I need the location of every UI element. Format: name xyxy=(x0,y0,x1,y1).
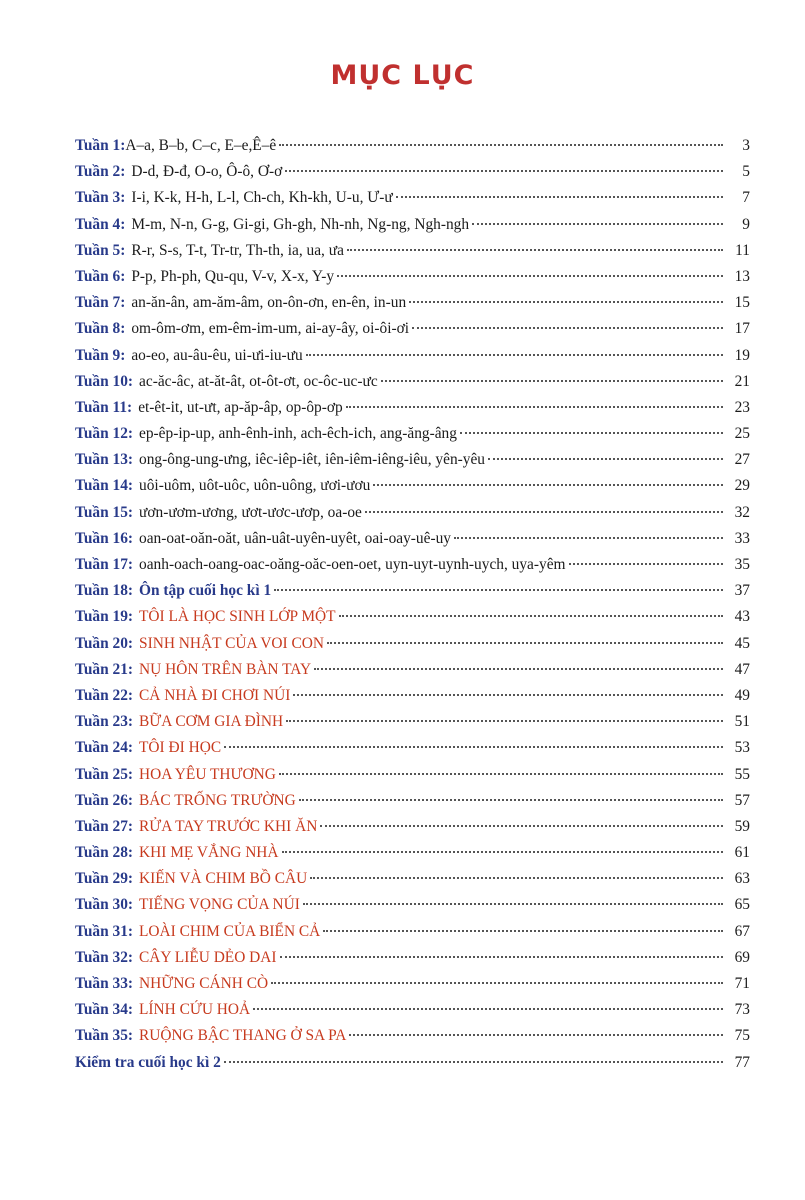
toc-entry-page-number: 21 xyxy=(734,372,750,390)
toc-entry-page-number: 15 xyxy=(734,294,750,312)
toc-entry-title: et-êt-it, ut-ưt, ap-ăp-âp, op-ôp-ơp xyxy=(138,398,343,416)
toc-entry xyxy=(75,395,750,421)
toc-entry xyxy=(75,945,750,971)
dot-leader xyxy=(271,982,723,984)
toc-entry-label: Tuần 30: xyxy=(75,896,134,914)
toc-entry xyxy=(75,604,750,630)
dot-leader xyxy=(347,249,723,251)
toc-entry-label: Tuần 12: xyxy=(75,425,134,443)
toc-entry-page-number: 29 xyxy=(734,477,750,495)
toc-entry-label: Tuần 17: xyxy=(75,556,134,573)
toc-entry-label: Tuần 13: xyxy=(75,451,134,469)
toc-entry-title: R-r, S-s, T-t, Tr-tr, Th-th, ia, ua, ưa xyxy=(131,241,344,259)
toc-entry xyxy=(75,473,750,499)
dot-leader xyxy=(346,406,723,408)
toc-entry-title: CẢ NHÀ ĐI CHƠI NÚI xyxy=(139,686,291,704)
dot-leader xyxy=(279,773,723,775)
toc-entry xyxy=(75,631,750,657)
toc-entry-label: Tuần 5: xyxy=(75,241,126,259)
toc-entry xyxy=(75,866,750,892)
dot-leader xyxy=(365,511,723,513)
toc-entry-page-number: 51 xyxy=(734,713,750,731)
toc-entry-label: Tuần 26: xyxy=(75,791,134,809)
dot-leader xyxy=(373,484,723,486)
dot-leader xyxy=(274,589,723,591)
toc-entry-label: Tuần 15: xyxy=(75,503,134,521)
toc-entry xyxy=(75,264,750,290)
toc-entry-title: NỤ HÔN TRÊN BÀN TAY xyxy=(139,660,312,678)
toc-entry-page-number: 11 xyxy=(735,241,750,259)
toc-entry-title: NHỮNG CÁNH CÒ xyxy=(139,975,269,992)
toc-entry-title: LÍNH CỨU HOẢ xyxy=(139,1001,251,1019)
toc-entry-label: Tuần 4: xyxy=(75,215,126,233)
toc-entry-page-number: 45 xyxy=(734,634,750,652)
toc-entry-page-number: 25 xyxy=(734,425,750,443)
toc-entry xyxy=(75,1023,750,1049)
toc-entry-page-number: 37 xyxy=(734,582,750,600)
toc-entry-title: KIẾN VÀ CHIM BỒ CÂU xyxy=(139,870,308,888)
dot-leader xyxy=(323,930,723,932)
toc-entry-page-number: 73 xyxy=(734,1001,750,1019)
dot-leader xyxy=(285,170,723,172)
toc-entry-title: P-p, Ph-ph, Qu-qu, V-v, X-x, Y-y xyxy=(131,267,335,285)
toc-entry-page-number: 65 xyxy=(734,896,750,914)
toc-entry-page-number: 27 xyxy=(734,451,750,469)
toc-entry xyxy=(75,526,750,552)
toc-entry xyxy=(75,657,750,683)
toc-entry-label: Tuần 7: xyxy=(75,294,126,312)
table-of-contents xyxy=(75,133,750,1076)
toc-entry-title: ươn-ươm-ương, ươt-ươc-ươp, oa-oe xyxy=(139,503,362,521)
dot-leader xyxy=(396,196,723,198)
toc-entry xyxy=(75,185,750,211)
dot-leader xyxy=(303,903,723,905)
toc-entry xyxy=(75,290,750,316)
toc-entry-page-number: 59 xyxy=(734,817,750,835)
toc-entry-page-number: 53 xyxy=(734,739,750,757)
toc-entry-title: M-m, N-n, G-g, Gi-gi, Gh-gh, Nh-nh, Ng-ng, Ngh-ngh xyxy=(131,215,470,233)
dot-leader xyxy=(337,275,723,277)
toc-entry-page-number: 43 xyxy=(734,608,750,626)
toc-entry-page-number: 23 xyxy=(734,398,750,416)
toc-entry-title: D-d, Đ-đ, O-o, Ô-ô, Ơ-ơ xyxy=(131,163,283,181)
toc-entry-label: Tuần 28: xyxy=(75,844,134,862)
toc-entry xyxy=(75,316,750,342)
dot-leader xyxy=(381,380,723,382)
dot-leader xyxy=(314,668,723,670)
toc-entry-title: uôi-uôm, uôt-uôc, uôn-uông, ươi-ươu xyxy=(139,477,371,495)
toc-entry-label: Tuần 27: xyxy=(75,817,134,835)
toc-entry xyxy=(75,735,750,761)
toc-entry-label: Tuần 31: xyxy=(75,922,134,940)
toc-entry-label: Tuần 2: xyxy=(75,163,126,181)
toc-entry xyxy=(75,709,750,735)
toc-entry xyxy=(75,133,750,159)
dot-leader xyxy=(488,458,723,460)
toc-entry-page-number: 13 xyxy=(734,267,750,285)
toc-entry-title: ao-eo, au-âu-êu, ui-ưi-iu-ưu xyxy=(131,346,303,364)
toc-entry xyxy=(75,238,750,264)
dot-leader xyxy=(282,851,723,853)
toc-entry-title: oan-oat-oăn-oăt, uân-uât-uyên-uyêt, oai-oay-uê-uy xyxy=(139,529,451,547)
toc-entry-page-number: 77 xyxy=(734,1053,750,1071)
toc-entry-label: Tuần 22: xyxy=(75,686,134,704)
dot-leader xyxy=(224,746,723,748)
toc-entry-label: Tuần 16: xyxy=(75,529,134,547)
toc-entry-title: KHI MẸ VẮNG NHÀ xyxy=(139,844,279,862)
toc-entry-title: RUỘNG BẬC THANG Ở SA PA xyxy=(139,1027,347,1045)
toc-entry-title: oanh-oach-oang-oac-oăng-oăc-oen-oet, uyn-uyt-uynh-uych, uya-yêm xyxy=(139,556,566,573)
toc-entry-label: Tuần 23: xyxy=(75,713,134,731)
toc-entry-label: Tuần 1: xyxy=(75,137,126,154)
toc-entry-page-number: 61 xyxy=(734,844,750,862)
dot-leader xyxy=(339,615,723,617)
toc-entry-page-number: 32 xyxy=(734,503,750,521)
dot-leader xyxy=(409,301,723,303)
toc-entry xyxy=(75,971,750,997)
toc-entry-page-number: 63 xyxy=(734,870,750,888)
toc-entry-title: I-i, K-k, H-h, L-l, Ch-ch, Kh-kh, U-u, Ư-ư xyxy=(131,189,393,207)
toc-entry xyxy=(75,788,750,814)
dot-leader xyxy=(349,1034,723,1036)
toc-entry-page-number: 3 xyxy=(742,137,750,154)
dot-leader xyxy=(472,223,723,225)
toc-entry xyxy=(75,212,750,238)
toc-entry xyxy=(75,1050,750,1076)
toc-entry-title: ong-ông-ung-ưng, iêc-iêp-iêt, iên-iêm-iêng-iêu, yên-yêu xyxy=(139,451,485,469)
dot-leader xyxy=(293,694,723,696)
toc-entry-title: ep-êp-ip-up, anh-ênh-inh, ach-êch-ich, ang-ăng-âng xyxy=(139,425,457,443)
toc-entry-title: CÂY LIỄU DẺO DAI xyxy=(139,948,277,966)
toc-entry-page-number: 75 xyxy=(734,1027,750,1045)
toc-entry-page-number: 49 xyxy=(734,686,750,704)
toc-entry-title: BỮA CƠM GIA ĐÌNH xyxy=(139,713,284,731)
dot-leader xyxy=(280,956,723,958)
toc-entry-title: TÔI ĐI HỌC xyxy=(139,739,222,757)
toc-entry-label: Tuần 3: xyxy=(75,189,126,207)
toc-entry-title: SINH NHẬT CỦA VOI CON xyxy=(139,634,325,652)
dot-leader xyxy=(286,720,723,722)
toc-entry xyxy=(75,447,750,473)
toc-entry-title: BÁC TRỐNG TRƯỜNG xyxy=(139,791,296,809)
toc-entry-title: A–a, B–b, C–c, E–e,Ê–ê xyxy=(125,137,277,154)
toc-entry-title: HOA YÊU THƯƠNG xyxy=(139,765,276,783)
toc-entry xyxy=(75,552,750,578)
toc-entry-label: Tuần 25: xyxy=(75,765,134,783)
dot-leader xyxy=(310,877,723,879)
toc-entry-label: Tuần 6: xyxy=(75,267,126,285)
toc-entry-title: LOÀI CHIM CỦA BIỂN CẢ xyxy=(139,922,321,940)
toc-entry-label: Tuần 8: xyxy=(75,320,126,338)
toc-entry-page-number: 67 xyxy=(734,922,750,940)
page-title: MỤC LỤC xyxy=(330,60,475,91)
toc-entry xyxy=(75,762,750,788)
toc-entry-page-number: 35 xyxy=(734,556,750,573)
toc-entry-label: Tuần 20: xyxy=(75,634,134,652)
toc-entry xyxy=(75,919,750,945)
dot-leader xyxy=(460,432,723,434)
dot-leader xyxy=(299,799,723,801)
toc-entry-label: Tuần 33: xyxy=(75,975,134,992)
dot-leader xyxy=(412,327,723,329)
toc-entry-page-number: 7 xyxy=(742,189,750,207)
toc-entry-title: om-ôm-ơm, em-êm-im-um, ai-ay-ây, oi-ôi-ơi xyxy=(131,320,410,338)
toc-entry xyxy=(75,683,750,709)
toc-entry-label: Tuần 11: xyxy=(75,398,133,416)
toc-entry xyxy=(75,369,750,395)
toc-entry-title: TÔI LÀ HỌC SINH LỚP MỘT xyxy=(139,608,336,626)
toc-entry-label: Tuần 14: xyxy=(75,477,134,495)
toc-entry-title: an-ăn-ân, am-ăm-âm, on-ôn-ơn, en-ên, in-un xyxy=(131,294,407,312)
toc-entry-label: Tuần 35: xyxy=(75,1027,134,1045)
dot-leader xyxy=(454,537,723,539)
toc-entry-label: Tuần 21: xyxy=(75,660,134,678)
toc-entry-page-number: 57 xyxy=(734,791,750,809)
toc-entry-page-number: 19 xyxy=(734,346,750,364)
toc-entry-page-number: 33 xyxy=(734,529,750,547)
toc-entry-label: Tuần 18: xyxy=(75,582,134,600)
toc-entry-label: Tuần 9: xyxy=(75,346,126,364)
toc-entry xyxy=(75,500,750,526)
toc-entry xyxy=(75,159,750,185)
toc-entry-label: Tuần 29: xyxy=(75,870,134,888)
toc-entry-label: Tuần 32: xyxy=(75,948,134,966)
dot-leader xyxy=(279,144,723,146)
toc-entry-page-number: 9 xyxy=(742,215,750,233)
toc-entry-page-number: 47 xyxy=(734,660,750,678)
dot-leader xyxy=(327,642,723,644)
dot-leader xyxy=(569,563,723,565)
toc-entry-page-number: 5 xyxy=(742,163,750,181)
toc-entry-page-number: 17 xyxy=(734,320,750,338)
toc-entry xyxy=(75,997,750,1023)
toc-entry xyxy=(75,814,750,840)
toc-entry-title: TIẾNG VỌNG CỦA NÚI xyxy=(139,896,300,914)
toc-entry xyxy=(75,578,750,604)
toc-entry xyxy=(75,840,750,866)
toc-entry-label: Tuần 10: xyxy=(75,372,134,390)
toc-entry xyxy=(75,892,750,918)
toc-entry-title: Ôn tập cuối học kì 1 xyxy=(139,582,272,600)
toc-entry-page-number: 71 xyxy=(734,975,750,992)
toc-entry-label: Tuần 24: xyxy=(75,739,134,757)
toc-entry-title: RỬA TAY TRƯỚC KHI ĂN xyxy=(139,817,318,835)
toc-entry xyxy=(75,343,750,369)
toc-entry-page-number: 55 xyxy=(734,765,750,783)
toc-entry-label: Tuần 19: xyxy=(75,608,134,626)
dot-leader xyxy=(224,1061,723,1063)
toc-entry-title: ac-ăc-âc, at-ăt-ât, ot-ôt-ơt, oc-ôc-uc-ưc xyxy=(139,372,378,390)
dot-leader xyxy=(253,1008,723,1010)
dot-leader xyxy=(306,354,723,356)
toc-entry-label: Kiểm tra cuối học kì 2 xyxy=(75,1053,221,1071)
dot-leader xyxy=(320,825,723,827)
toc-entry-page-number: 69 xyxy=(734,948,750,966)
toc-entry-label: Tuần 34: xyxy=(75,1001,134,1019)
toc-entry xyxy=(75,421,750,447)
